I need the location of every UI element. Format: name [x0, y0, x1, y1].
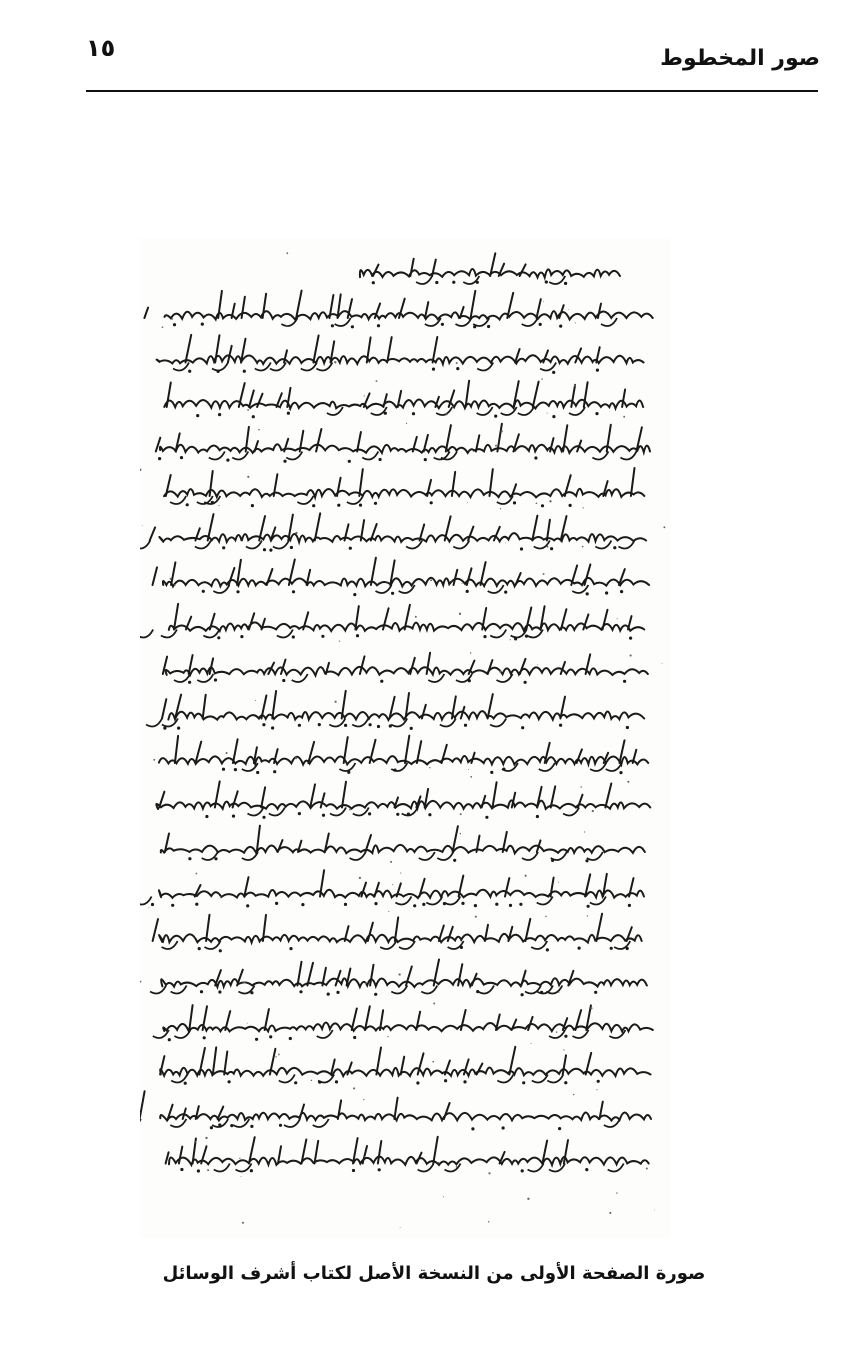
header-rule	[86, 90, 818, 92]
paper-speckle	[286, 325, 288, 327]
paper-speckle	[359, 877, 361, 879]
paper-speckle	[364, 395, 365, 396]
paper-speckle	[583, 507, 584, 508]
paper-speckle	[334, 701, 336, 703]
paper-speckle	[170, 578, 172, 580]
paper-speckle	[575, 322, 576, 323]
paper-speckle	[289, 409, 291, 411]
paper-speckle	[563, 1049, 564, 1050]
paper-speckle	[353, 1087, 355, 1089]
paper-speckle	[415, 616, 417, 618]
paper-speckle	[547, 546, 549, 548]
manuscript-line	[153, 558, 650, 597]
paper-speckle	[547, 413, 548, 414]
paper-speckle	[587, 915, 588, 916]
paper-speckle	[609, 1212, 611, 1214]
paper-speckle	[580, 786, 581, 787]
paper-speckle	[429, 767, 430, 768]
paper-speckle	[174, 584, 176, 586]
paper-speckle	[247, 1023, 248, 1024]
paper-speckle	[286, 252, 288, 254]
paper-speckle	[390, 861, 392, 863]
running-title: صور المخطوط	[660, 46, 820, 71]
paper-speckle	[258, 429, 260, 431]
paper-speckle	[398, 973, 400, 975]
paper-speckle	[241, 1176, 242, 1177]
paper-speckle	[195, 1141, 197, 1143]
paper-speckle	[505, 543, 506, 544]
paper-speckle	[364, 1156, 365, 1157]
manuscript-line	[146, 691, 644, 730]
manuscript-line	[140, 870, 644, 908]
paper-speckle	[433, 1003, 435, 1005]
paper-speckle	[562, 1160, 563, 1161]
paper-speckle	[460, 813, 462, 815]
paper-speckle	[386, 582, 388, 584]
paper-speckle	[205, 1137, 207, 1139]
paper-speckle	[432, 1061, 434, 1063]
manuscript-line	[161, 826, 645, 863]
paper-speckle	[499, 671, 501, 673]
paper-speckle	[226, 752, 228, 754]
manuscript-line	[140, 1091, 651, 1130]
paper-speckle	[495, 445, 497, 447]
paper-speckle	[501, 430, 503, 432]
paper-speckle	[459, 613, 461, 615]
paper-speckle	[616, 1192, 617, 1193]
paper-speckle	[220, 896, 222, 898]
paper-speckle	[488, 1221, 489, 1222]
paper-speckle	[365, 982, 367, 984]
paper-speckle	[543, 573, 545, 575]
paper-speckle	[574, 384, 576, 386]
manuscript-line	[140, 513, 646, 551]
paper-speckle	[148, 907, 149, 908]
manuscript-line	[156, 781, 650, 819]
paper-speckle	[247, 409, 249, 411]
paper-speckle	[646, 1167, 648, 1169]
figure-caption: صورة الصفحة الأولى من النسخة الأصل لكتاب أشرف الوسائل	[162, 1263, 706, 1284]
paper-speckle	[536, 502, 538, 504]
paper-speckle	[543, 301, 544, 302]
paper-speckle	[537, 664, 538, 665]
paper-speckle	[573, 1094, 574, 1095]
paper-speckle	[438, 1162, 440, 1164]
manuscript-line	[153, 914, 642, 953]
paper-speckle	[460, 833, 461, 834]
paper-speckle	[662, 663, 663, 664]
paper-speckle	[334, 361, 336, 363]
paper-speckle	[162, 326, 164, 328]
paper-speckle	[278, 1054, 280, 1056]
manuscript-image	[140, 238, 670, 1238]
paper-speckle	[488, 1172, 490, 1174]
paper-speckle	[430, 579, 432, 581]
paper-speckle	[339, 640, 340, 641]
paper-speckle	[475, 916, 477, 918]
paper-speckle	[196, 873, 198, 875]
paper-speckle	[531, 1043, 532, 1044]
paper-speckle	[140, 469, 141, 471]
manuscript-line	[150, 960, 647, 997]
paper-speckle	[400, 873, 401, 874]
paper-speckle	[275, 1056, 276, 1057]
paper-speckle	[446, 413, 448, 415]
paper-speckle	[456, 362, 458, 364]
paper-speckle	[541, 378, 543, 380]
paper-speckle	[142, 525, 143, 526]
paper-speckle	[590, 1007, 592, 1009]
paper-speckle	[301, 504, 302, 505]
manuscript-line	[163, 653, 648, 684]
paper-speckle	[596, 1089, 597, 1090]
paper-speckle	[376, 380, 378, 382]
manuscript-line	[144, 291, 652, 329]
paper-speckle	[461, 583, 462, 584]
paper-speckle	[388, 911, 389, 912]
paper-speckle	[239, 1158, 240, 1159]
paper-speckle	[349, 809, 351, 811]
paper-speckle	[255, 700, 256, 701]
paper-speckle	[582, 546, 584, 548]
paper-speckle	[387, 1036, 388, 1037]
paper-speckle	[295, 757, 297, 759]
paper-speckle	[568, 309, 569, 310]
paper-speckle	[400, 1227, 401, 1228]
paper-speckle	[392, 884, 393, 885]
paper-speckle	[617, 618, 618, 619]
manuscript-line	[153, 1005, 653, 1041]
paper-speckle	[592, 810, 594, 812]
paper-speckle	[456, 1166, 458, 1168]
paper-speckle	[558, 991, 559, 992]
manuscript-line	[159, 736, 648, 775]
manuscript-line	[160, 1047, 650, 1085]
paper-speckle	[584, 831, 585, 832]
paper-speckle	[406, 423, 407, 424]
paper-speckle	[295, 532, 297, 534]
paper-speckle	[172, 318, 173, 319]
paper-speckle	[218, 505, 219, 506]
paper-speckle	[468, 769, 469, 770]
paper-speckle	[663, 526, 665, 528]
paper-speckle	[311, 1080, 313, 1082]
paper-speckle	[470, 652, 471, 653]
paper-speckle	[527, 1198, 529, 1200]
paper-speckle	[153, 759, 155, 761]
paper-speckle	[654, 1210, 655, 1211]
manuscript-line	[140, 604, 644, 641]
paper-speckle	[207, 1169, 209, 1171]
paper-speckle	[558, 882, 559, 883]
paper-speckle	[467, 502, 468, 503]
paper-speckle	[549, 500, 551, 502]
paper-speckle	[247, 476, 249, 478]
paper-speckle	[556, 1031, 557, 1032]
manuscript-line	[156, 424, 650, 463]
manuscript-line	[360, 253, 620, 285]
paper-speckle	[623, 416, 625, 418]
paper-speckle	[243, 981, 245, 983]
manuscript-line	[157, 335, 644, 374]
paper-speckle	[242, 1222, 244, 1224]
paper-speckle	[443, 1196, 444, 1197]
manuscript-line	[164, 468, 644, 507]
paper-speckle	[363, 1099, 364, 1100]
paper-speckle	[140, 981, 141, 983]
paper-speckle	[630, 654, 632, 656]
paper-speckle	[525, 875, 527, 877]
paper-speckle	[500, 508, 501, 509]
paper-speckle	[510, 639, 511, 640]
paper-speckle	[545, 916, 546, 917]
manuscript-line	[166, 1137, 649, 1173]
paper-speckle	[470, 776, 472, 778]
manuscript-line	[164, 381, 643, 419]
page-number: ١٥	[86, 34, 116, 62]
paper-speckle	[627, 781, 629, 783]
